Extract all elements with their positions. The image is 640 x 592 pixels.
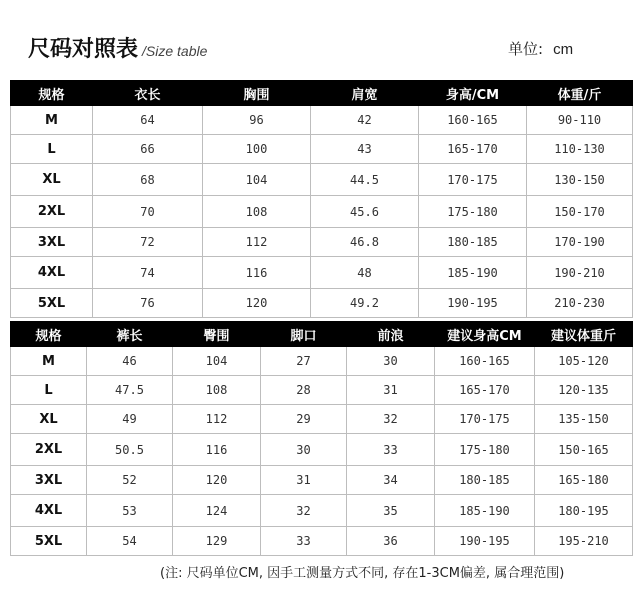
table-cell: 112 <box>203 228 311 257</box>
table-cell: 112 <box>173 405 261 434</box>
column-header: 胸围 <box>203 81 311 106</box>
table-cell: 68 <box>93 164 203 196</box>
table-cell: 116 <box>173 434 261 466</box>
table-row <box>11 376 633 405</box>
title-text: 尺码对照表 <box>28 37 139 62</box>
table-cell: 46 <box>87 347 173 376</box>
tops-header-row <box>11 81 633 106</box>
table-cell: 49.2 <box>311 289 419 318</box>
table-cell: 165-180 <box>535 466 633 495</box>
table-cell: 175-180 <box>435 434 535 466</box>
table-cell: 28 <box>261 376 347 405</box>
table-row <box>11 196 633 228</box>
title-subtitle: /Size table <box>142 43 208 59</box>
table-row <box>11 228 633 257</box>
table-cell: 105-120 <box>535 347 633 376</box>
size-label-cell: 5XL <box>11 527 87 556</box>
table-cell: 195-210 <box>535 527 633 556</box>
table-cell: 96 <box>203 106 311 135</box>
table-cell: 120-135 <box>535 376 633 405</box>
table-cell: 170-190 <box>527 228 633 257</box>
table-row <box>11 289 633 318</box>
table-cell: 53 <box>87 495 173 527</box>
table-cell: 29 <box>261 405 347 434</box>
size-label-cell: L <box>11 135 93 164</box>
table-cell: 44.5 <box>311 164 419 196</box>
measurement-note: (注: 尺码单位CM, 因手工测量方式不同, 存在1-3CM偏差, 属合理范围) <box>160 566 565 581</box>
table-cell: 180-185 <box>435 466 535 495</box>
table-row <box>11 135 633 164</box>
table-cell: 190-195 <box>435 527 535 556</box>
table-cell: 160-165 <box>419 106 527 135</box>
table-cell: 36 <box>347 527 435 556</box>
table-cell: 116 <box>203 257 311 289</box>
table-cell: 185-190 <box>435 495 535 527</box>
table-cell: 124 <box>173 495 261 527</box>
size-label-cell: 5XL <box>11 289 93 318</box>
table-cell: 180-185 <box>419 228 527 257</box>
column-header: 衣长 <box>93 81 203 106</box>
table-cell: 180-195 <box>535 495 633 527</box>
column-header: 建议身高CM <box>435 322 535 347</box>
table-cell: 32 <box>261 495 347 527</box>
table-cell: 120 <box>203 289 311 318</box>
table-cell: 46.8 <box>311 228 419 257</box>
size-label-cell: M <box>11 106 93 135</box>
column-header: 建议体重斤 <box>535 322 633 347</box>
table-cell: 74 <box>93 257 203 289</box>
table-cell: 190-195 <box>419 289 527 318</box>
tops-size-table <box>10 80 633 318</box>
table-cell: 32 <box>347 405 435 434</box>
tops-table-body <box>11 106 633 318</box>
table-row <box>11 527 633 556</box>
column-header: 脚口 <box>261 322 347 347</box>
table-cell: 190-210 <box>527 257 633 289</box>
table-cell: 52 <box>87 466 173 495</box>
column-header: 臀围 <box>173 322 261 347</box>
table-cell: 47.5 <box>87 376 173 405</box>
table-row <box>11 495 633 527</box>
unit-label: 单位: <box>508 40 544 58</box>
table-row <box>11 164 633 196</box>
column-header: 前浪 <box>347 322 435 347</box>
table-cell: 150-165 <box>535 434 633 466</box>
table-row <box>11 434 633 466</box>
table-cell: 165-170 <box>419 135 527 164</box>
size-label-cell: 2XL <box>11 196 93 228</box>
table-cell: 129 <box>173 527 261 556</box>
size-label-cell: XL <box>11 164 93 196</box>
column-header: 裤长 <box>87 322 173 347</box>
pants-header-row <box>11 322 633 347</box>
table-cell: 104 <box>173 347 261 376</box>
size-label-cell: M <box>11 347 87 376</box>
table-cell: 160-165 <box>435 347 535 376</box>
table-row <box>11 257 633 289</box>
table-row <box>11 466 633 495</box>
table-cell: 49 <box>87 405 173 434</box>
table-cell: 90-110 <box>527 106 633 135</box>
table-cell: 35 <box>347 495 435 527</box>
table-cell: 31 <box>261 466 347 495</box>
pants-size-table <box>10 321 633 556</box>
size-label-cell: 2XL <box>11 434 87 466</box>
table-cell: 72 <box>93 228 203 257</box>
table-cell: 30 <box>347 347 435 376</box>
table-cell: 64 <box>93 106 203 135</box>
table-cell: 33 <box>347 434 435 466</box>
unit-value: cm <box>553 41 574 58</box>
unit-indicator <box>508 38 573 59</box>
table-cell: 108 <box>203 196 311 228</box>
table-cell: 34 <box>347 466 435 495</box>
table-cell: 104 <box>203 164 311 196</box>
table-cell: 50.5 <box>87 434 173 466</box>
table-cell: 210-230 <box>527 289 633 318</box>
table-cell: 165-170 <box>435 376 535 405</box>
table-row <box>11 106 633 135</box>
table-cell: 175-180 <box>419 196 527 228</box>
table-cell: 150-170 <box>527 196 633 228</box>
table-cell: 54 <box>87 527 173 556</box>
table-cell: 170-175 <box>419 164 527 196</box>
pants-table-body <box>11 347 633 556</box>
size-label-cell: 4XL <box>11 495 87 527</box>
table-cell: 185-190 <box>419 257 527 289</box>
table-cell: 45.6 <box>311 196 419 228</box>
column-header: 规格 <box>11 81 93 106</box>
size-label-cell: XL <box>11 405 87 434</box>
table-cell: 48 <box>311 257 419 289</box>
table-cell: 76 <box>93 289 203 318</box>
column-header: 规格 <box>11 322 87 347</box>
table-cell: 100 <box>203 135 311 164</box>
table-cell: 130-150 <box>527 164 633 196</box>
table-cell: 42 <box>311 106 419 135</box>
table-cell: 31 <box>347 376 435 405</box>
table-cell: 170-175 <box>435 405 535 434</box>
size-label-cell: L <box>11 376 87 405</box>
table-row <box>11 347 633 376</box>
table-cell: 70 <box>93 196 203 228</box>
table-cell: 135-150 <box>535 405 633 434</box>
column-header: 体重/斤 <box>527 81 633 106</box>
page-title <box>28 32 207 63</box>
size-label-cell: 3XL <box>11 466 87 495</box>
column-header: 身高/CM <box>419 81 527 106</box>
column-header: 肩宽 <box>311 81 419 106</box>
table-cell: 30 <box>261 434 347 466</box>
table-cell: 120 <box>173 466 261 495</box>
size-label-cell: 4XL <box>11 257 93 289</box>
table-cell: 43 <box>311 135 419 164</box>
table-cell: 110-130 <box>527 135 633 164</box>
table-cell: 66 <box>93 135 203 164</box>
size-label-cell: 3XL <box>11 228 93 257</box>
table-cell: 27 <box>261 347 347 376</box>
table-row <box>11 405 633 434</box>
table-cell: 108 <box>173 376 261 405</box>
table-cell: 33 <box>261 527 347 556</box>
